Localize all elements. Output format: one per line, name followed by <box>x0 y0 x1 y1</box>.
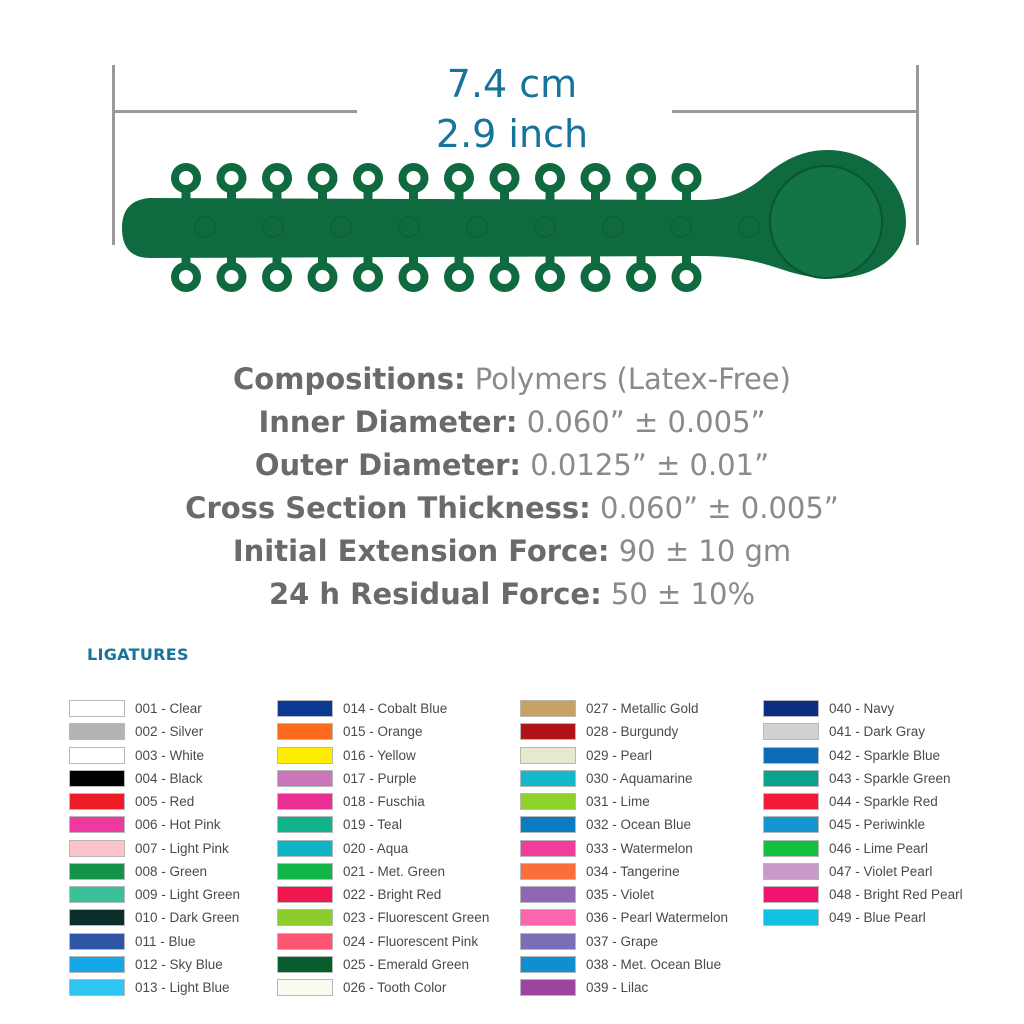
spec-value: 0.060” ± 0.005” <box>517 405 766 439</box>
color-label: 021 - Met. Green <box>343 863 446 879</box>
ligature-color-item <box>69 953 309 976</box>
color-swatch <box>277 956 333 973</box>
color-swatch <box>69 793 125 810</box>
ligature-color-item <box>763 813 1003 836</box>
ligature-color-item <box>763 860 1003 883</box>
color-label: 048 - Bright Red Pearl <box>829 887 963 903</box>
ligature-loop <box>539 266 561 288</box>
color-label: 034 - Tangerine <box>586 863 680 879</box>
color-swatch <box>69 956 125 973</box>
spec-row <box>0 444 1024 487</box>
color-swatch <box>277 840 333 857</box>
ligature-color-item <box>277 976 517 999</box>
ligature-color-grid <box>69 697 999 1002</box>
color-swatch <box>520 747 576 764</box>
ligature-loop <box>175 266 197 288</box>
color-label: 046 - Lime Pearl <box>829 840 929 856</box>
ligature-loop <box>175 167 197 189</box>
color-swatch <box>520 816 576 833</box>
ligature-color-item <box>277 697 517 720</box>
color-swatch <box>69 816 125 833</box>
color-label: 029 - Pearl <box>586 747 653 763</box>
color-label: 020 - Aqua <box>343 840 409 856</box>
color-swatch <box>277 909 333 926</box>
color-label: 012 - Sky Blue <box>135 956 223 972</box>
color-label: 044 - Sparkle Red <box>829 794 938 810</box>
color-label: 045 - Periwinkle <box>829 817 926 833</box>
ligature-color-item <box>763 837 1003 860</box>
ligature-color-item <box>69 837 309 860</box>
color-label: 013 - Light Blue <box>135 980 230 996</box>
spec-label: Initial Extension Force: <box>232 534 610 568</box>
ligature-color-item <box>520 953 760 976</box>
length-inch: 2.9 inch <box>435 112 589 156</box>
ligature-color-item <box>520 697 760 720</box>
color-label: 016 - Yellow <box>343 747 416 763</box>
ligature-loop <box>403 167 425 189</box>
color-swatch <box>520 793 576 810</box>
color-label: 002 - Silver <box>135 724 204 740</box>
ligature-color-item <box>763 697 1003 720</box>
color-label: 047 - Violet Pearl <box>829 863 933 879</box>
color-swatch <box>69 700 125 717</box>
ligature-color-item <box>277 906 517 929</box>
color-swatch <box>69 863 125 880</box>
ligature-loop <box>357 167 379 189</box>
color-label: 014 - Cobalt Blue <box>343 701 448 717</box>
ligature-color-item <box>277 837 517 860</box>
color-label: 031 - Lime <box>586 794 650 810</box>
color-swatch <box>520 886 576 903</box>
color-label: 042 - Sparkle Blue <box>829 747 941 763</box>
ligature-color-item <box>277 767 517 790</box>
color-swatch <box>277 933 333 950</box>
spec-label: Compositions: <box>233 362 466 396</box>
spec-value: 90 ± 10 gm <box>609 534 792 568</box>
ligature-color-item <box>69 813 309 836</box>
color-swatch <box>520 909 576 926</box>
spec-value: 50 ± 10% <box>601 577 756 611</box>
ligature-loop <box>266 266 288 288</box>
ligature-color-item <box>277 790 517 813</box>
ligature-color-item <box>520 790 760 813</box>
color-label: 036 - Pearl Watermelon <box>586 910 729 926</box>
ligature-color-item <box>763 767 1003 790</box>
spec-row <box>0 487 1024 530</box>
ligature-color-item <box>277 883 517 906</box>
color-swatch <box>763 700 819 717</box>
ligature-loop <box>494 266 516 288</box>
ligature-color-item <box>520 930 760 953</box>
ligature-color-item <box>763 906 1003 929</box>
color-swatch <box>520 933 576 950</box>
ligature-loop <box>630 167 652 189</box>
color-label: 043 - Sparkle Green <box>829 770 951 786</box>
color-label: 011 - Blue <box>135 933 196 949</box>
spec-label: Inner Diameter: <box>258 405 518 439</box>
ligature-color-item <box>520 767 760 790</box>
spec-label: Outer Diameter: <box>254 448 522 482</box>
color-swatch <box>277 700 333 717</box>
color-label: 026 - Tooth Color <box>343 980 447 996</box>
spec-label: 24 h Residual Force: <box>268 577 602 611</box>
ligature-color-item <box>69 976 309 999</box>
color-swatch <box>69 747 125 764</box>
color-swatch <box>520 956 576 973</box>
color-label: 027 - Metallic Gold <box>586 701 699 717</box>
color-label: 028 - Burgundy <box>586 724 679 740</box>
color-swatch <box>520 770 576 787</box>
ligature-color-item <box>520 720 760 743</box>
ligature-handle-disc <box>770 166 882 278</box>
color-label: 005 - Red <box>135 794 195 810</box>
ligature-color-item <box>277 930 517 953</box>
color-label: 033 - Watermelon <box>586 840 693 856</box>
color-label: 001 - Clear <box>135 701 202 717</box>
ligature-color-item <box>520 744 760 767</box>
color-label: 030 - Aquamarine <box>586 770 693 786</box>
ligature-color-item <box>69 930 309 953</box>
ligature-loop <box>312 167 334 189</box>
ligature-color-item <box>277 720 517 743</box>
ligature-loop <box>448 266 470 288</box>
spec-row <box>0 573 1024 616</box>
color-label: 041 - Dark Gray <box>829 724 926 740</box>
color-swatch <box>277 770 333 787</box>
ligature-color-item <box>277 813 517 836</box>
ligature-color-item <box>69 744 309 767</box>
color-label: 007 - Light Pink <box>135 840 229 856</box>
color-swatch <box>277 816 333 833</box>
ligature-loop <box>221 167 243 189</box>
color-label: 004 - Black <box>135 770 203 786</box>
color-label: 003 - White <box>135 747 205 763</box>
ligature-color-item <box>69 697 309 720</box>
ligature-loop <box>221 266 243 288</box>
color-label: 006 - Hot Pink <box>135 817 221 833</box>
ligature-color-item <box>763 720 1003 743</box>
color-swatch <box>763 793 819 810</box>
color-swatch <box>520 723 576 740</box>
ligature-color-item <box>277 744 517 767</box>
color-swatch <box>763 840 819 857</box>
color-label: 037 - Grape <box>586 933 659 949</box>
color-label: 024 - Fluorescent Pink <box>343 933 479 949</box>
spec-value: 0.060” ± 0.005” <box>590 491 839 525</box>
color-label: 015 - Orange <box>343 724 423 740</box>
color-label: 022 - Bright Red <box>343 887 442 903</box>
color-swatch <box>520 700 576 717</box>
ligature-color-item <box>763 883 1003 906</box>
ligature-column <box>69 697 309 999</box>
ligature-color-item <box>277 953 517 976</box>
color-label: 049 - Blue Pearl <box>829 910 926 926</box>
ligature-color-item <box>520 883 760 906</box>
ligature-loop <box>403 266 425 288</box>
color-swatch <box>277 863 333 880</box>
length-cm: 7.4 cm <box>446 62 578 106</box>
ligature-column <box>277 697 517 999</box>
ligature-loop <box>585 167 607 189</box>
color-label: 035 - Violet <box>586 887 655 903</box>
ligature-color-item <box>69 906 309 929</box>
color-swatch <box>277 747 333 764</box>
ligature-color-item <box>69 767 309 790</box>
ligature-loop <box>494 167 516 189</box>
ligature-color-item <box>520 906 760 929</box>
color-swatch <box>69 909 125 926</box>
color-swatch <box>277 793 333 810</box>
ligature-color-item <box>520 860 760 883</box>
color-label: 017 - Purple <box>343 770 417 786</box>
color-swatch <box>69 770 125 787</box>
color-swatch <box>520 863 576 880</box>
ligature-loop <box>676 167 698 189</box>
ligature-loop <box>539 167 561 189</box>
color-swatch <box>763 863 819 880</box>
color-swatch <box>763 723 819 740</box>
ligature-color-item <box>520 976 760 999</box>
ligature-color-item <box>69 790 309 813</box>
ligature-color-item <box>763 744 1003 767</box>
ligature-color-item <box>277 860 517 883</box>
color-swatch <box>69 886 125 903</box>
color-swatch <box>763 770 819 787</box>
color-swatch <box>520 979 576 996</box>
ligature-loop <box>266 167 288 189</box>
ligature-color-item <box>69 860 309 883</box>
ligature-loop <box>448 167 470 189</box>
color-swatch <box>763 816 819 833</box>
ligature-color-item <box>69 720 309 743</box>
color-label: 008 - Green <box>135 863 208 879</box>
color-label: 010 - Dark Green <box>135 910 240 926</box>
ligature-color-item <box>520 837 760 860</box>
color-swatch <box>69 840 125 857</box>
spec-row <box>0 401 1024 444</box>
spec-label: Cross Section Thickness: <box>185 491 591 525</box>
ligature-loop <box>676 266 698 288</box>
color-label: 018 - Fuschia <box>343 794 425 810</box>
color-label: 023 - Fluorescent Green <box>343 910 490 926</box>
color-swatch <box>277 723 333 740</box>
color-swatch <box>763 747 819 764</box>
color-label: 040 - Navy <box>829 701 895 717</box>
ligature-loop <box>630 266 652 288</box>
color-swatch <box>763 886 819 903</box>
color-label: 009 - Light Green <box>135 887 241 903</box>
ligature-column <box>763 697 1003 930</box>
ligature-color-item <box>69 883 309 906</box>
ligature-loop <box>585 266 607 288</box>
color-label: 025 - Emerald Green <box>343 956 470 972</box>
spec-value: Polymers (Latex-Free) <box>465 362 791 396</box>
color-label: 038 - Met. Ocean Blue <box>586 956 722 972</box>
color-swatch <box>69 933 125 950</box>
color-swatch <box>520 840 576 857</box>
color-swatch <box>277 979 333 996</box>
color-label: 032 - Ocean Blue <box>586 817 692 833</box>
ligatures-heading: LIGATURES <box>87 645 189 664</box>
color-swatch <box>763 909 819 926</box>
ligature-strip-image <box>0 150 1024 310</box>
color-swatch <box>69 723 125 740</box>
ligature-color-item <box>763 790 1003 813</box>
color-swatch <box>69 979 125 996</box>
ligature-color-item <box>520 813 760 836</box>
spec-row <box>0 530 1024 573</box>
specifications <box>0 358 1024 616</box>
ligature-loop <box>312 266 334 288</box>
spec-row <box>0 358 1024 401</box>
ligature-loop <box>357 266 379 288</box>
color-swatch <box>277 886 333 903</box>
color-label: 039 - Lilac <box>586 980 649 996</box>
spec-value: 0.0125” ± 0.01” <box>521 448 770 482</box>
color-label: 019 - Teal <box>343 817 403 833</box>
ligature-column <box>520 697 760 999</box>
ligature-strip <box>122 150 906 288</box>
